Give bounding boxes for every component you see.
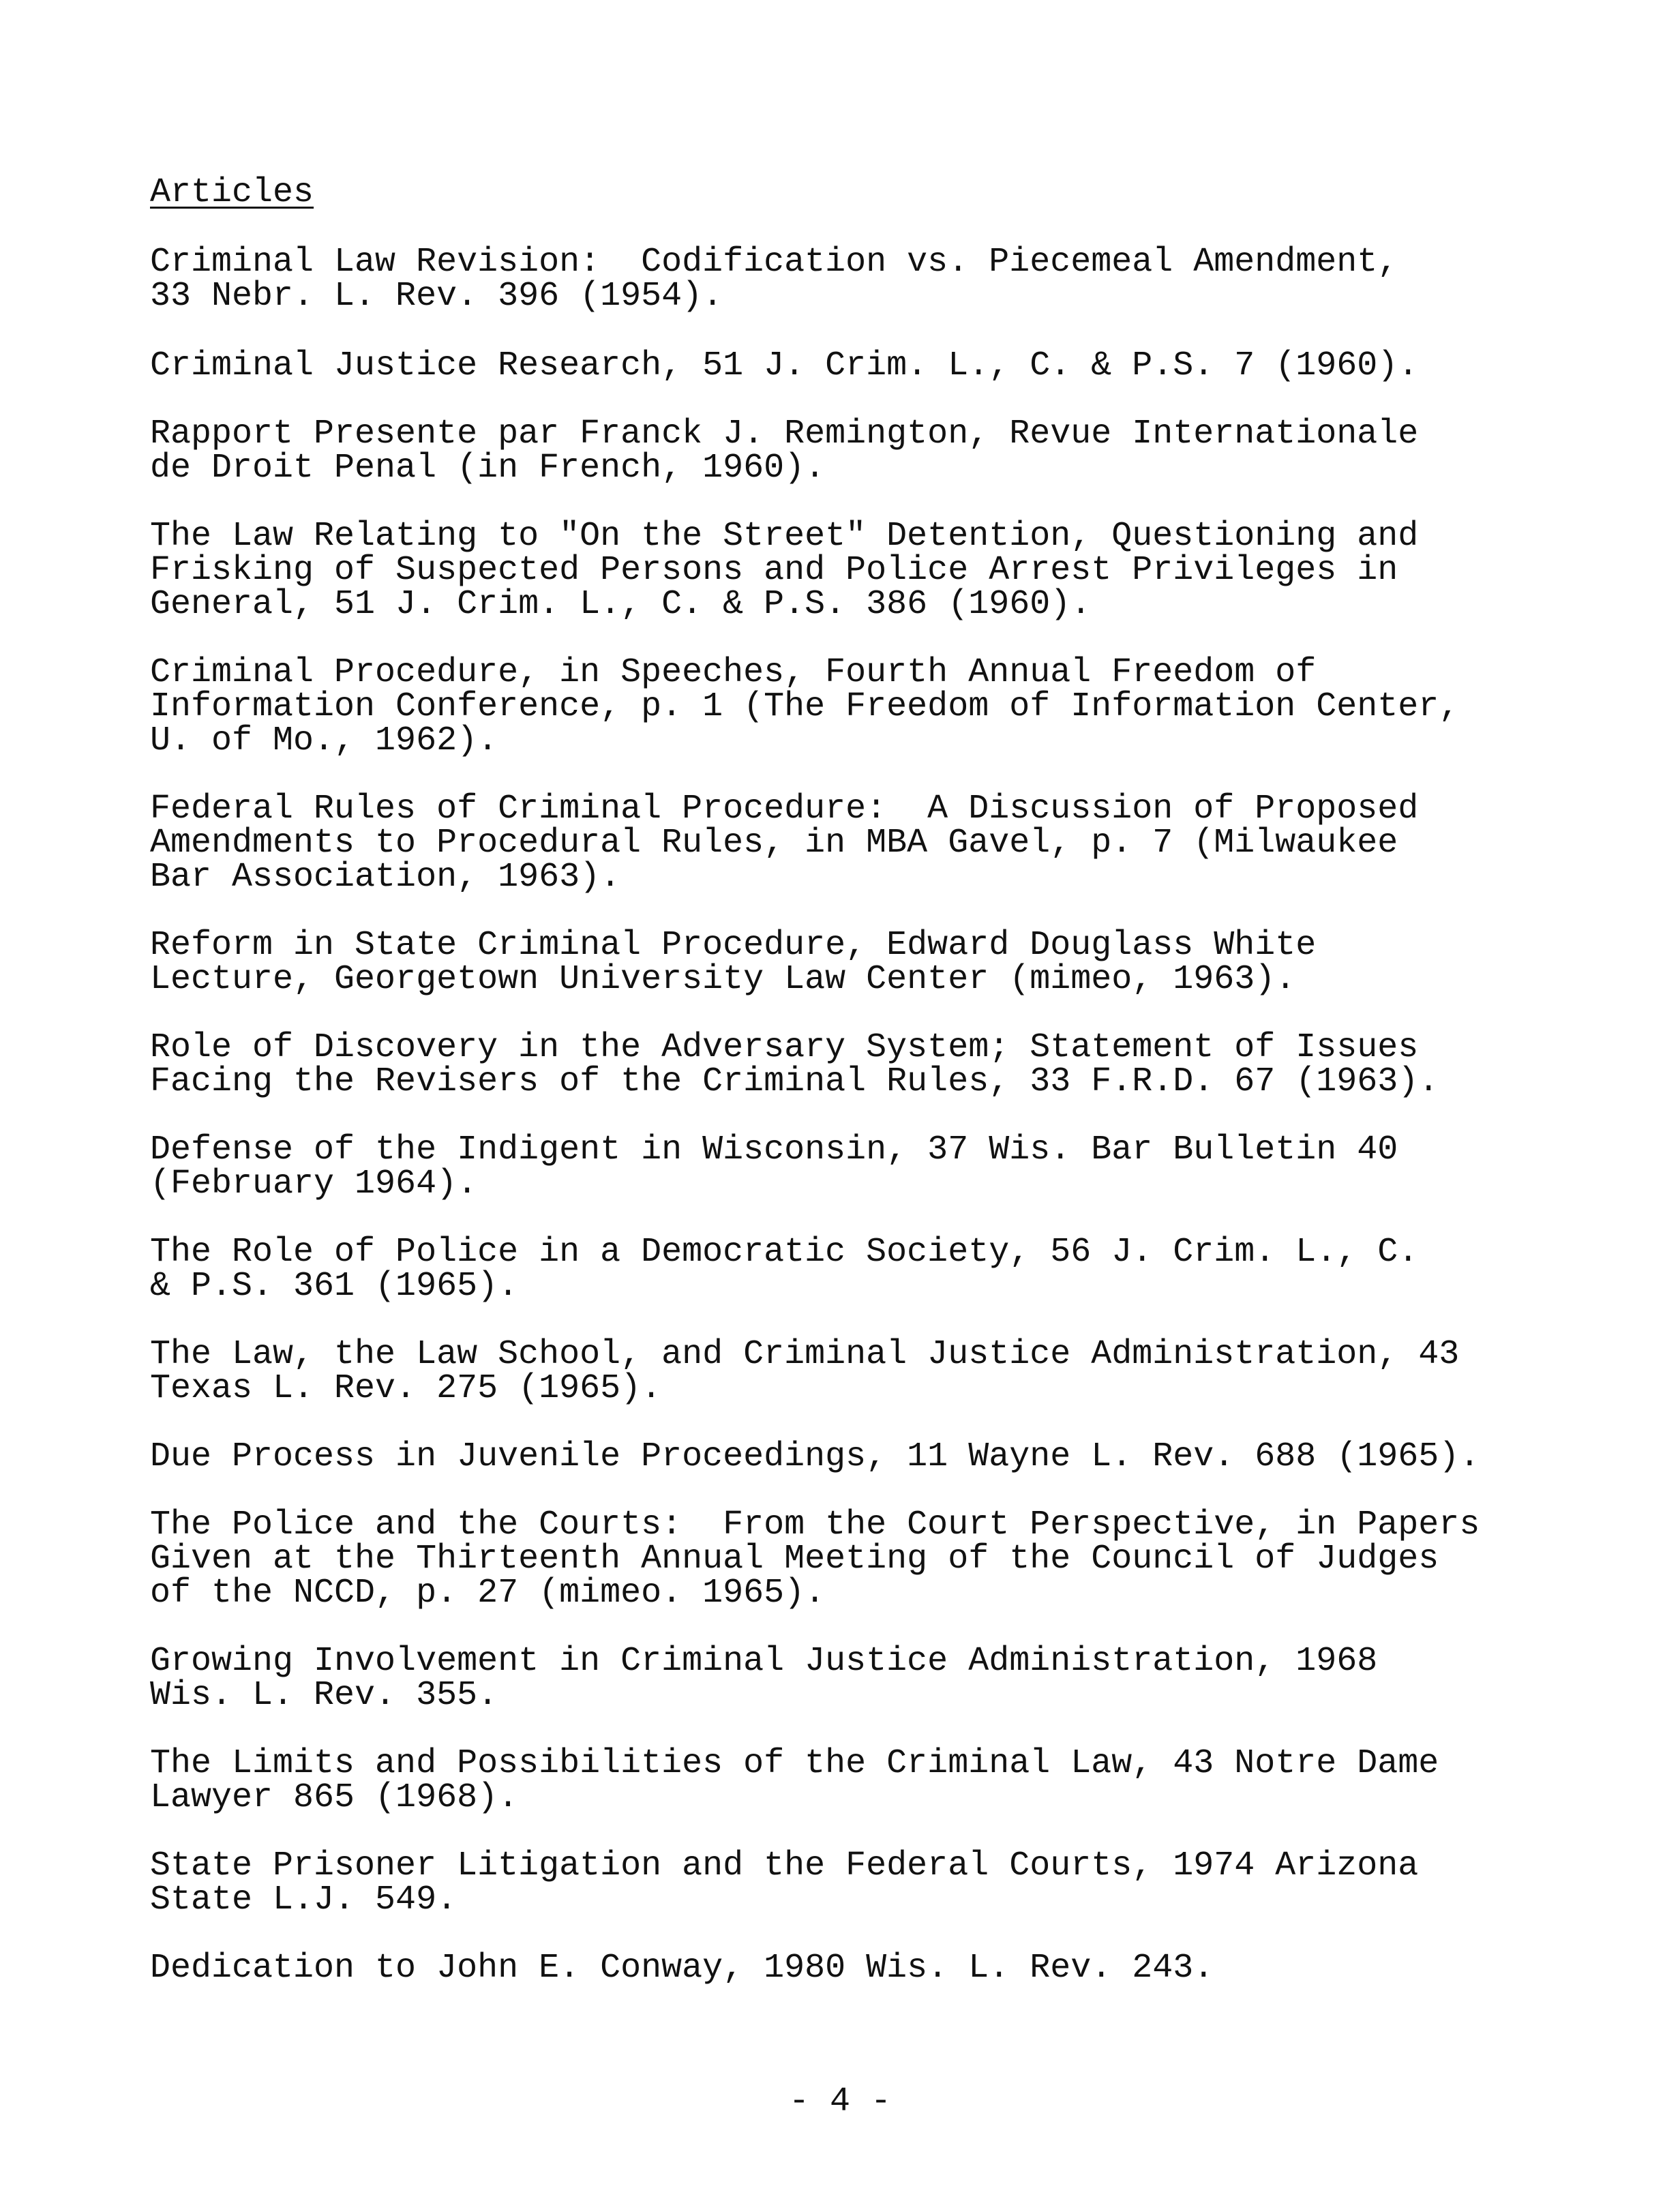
- citation-line: de Droit Penal (in French, 1960).: [150, 449, 826, 488]
- article-citation: [150, 1642, 1378, 1715]
- article-citation: [150, 1437, 1480, 1476]
- citation-line: U. of Mo., 1962).: [150, 721, 498, 760]
- citation-line: Facing the Revisers of the Criminal Rules, 33 F.R.D. 67 (1963).: [150, 1062, 1439, 1101]
- citation-line: (February 1964).: [150, 1165, 478, 1203]
- citation-line: Frisking of Suspected Persons and Police Arrest Privileges in: [150, 551, 1398, 590]
- section-heading-articles: Articles: [150, 173, 314, 212]
- citation-line: Criminal Justice Research, 51 J. Crim. L., C. & P.S. 7 (1960).: [150, 346, 1419, 385]
- article-citation: [150, 1335, 1460, 1408]
- article-citation: [150, 1951, 1214, 1986]
- article-citation: [150, 1744, 1439, 1817]
- citation-line: The Law, the Law School, and Criminal Justice Administration, 43: [150, 1335, 1460, 1374]
- citation-line: Texas L. Rev. 275 (1965).: [150, 1369, 662, 1408]
- citation-line: Bar Association, 1963).: [150, 858, 621, 897]
- citation-line: Dedication to John E. Conway, 1980 Wis. L. Rev. 243.: [150, 1949, 1214, 1988]
- citation-line: Information Conference, p. 1 (The Freedom of Information Center,: [150, 687, 1460, 726]
- citation-line: State Prisoner Litigation and the Federal Courts, 1974 Arizona: [150, 1846, 1419, 1885]
- citation-line: Criminal Procedure, in Speeches, Fourth Annual Freedom of: [150, 653, 1317, 692]
- citation-line: Lecture, Georgetown University Law Center (mimeo, 1963).: [150, 960, 1296, 999]
- citation-line: Federal Rules of Criminal Procedure: A Discussion of Proposed: [150, 790, 1419, 828]
- citation-line: 33 Nebr. L. Rev. 396 (1954).: [150, 277, 723, 316]
- citation-line: The Limits and Possibilities of the Criminal Law, 43 Notre Dame: [150, 1744, 1439, 1783]
- citation-line: Defense of the Indigent in Wisconsin, 37 Wis. Bar Bulletin 40: [150, 1131, 1398, 1169]
- article-citation: [150, 653, 1460, 760]
- article-citation: [150, 1028, 1439, 1101]
- citation-line: Due Process in Juvenile Proceedings, 11 Wayne L. Rev. 688 (1965).: [150, 1437, 1480, 1476]
- article-citation: [150, 245, 1398, 314]
- citation-line: Given at the Thirteenth Annual Meeting of the Council of Judges: [150, 1540, 1439, 1578]
- citation-line: The Role of Police in a Democratic Society, 56 J. Crim. L., C.: [150, 1233, 1419, 1272]
- citation-line: & P.S. 361 (1965).: [150, 1267, 519, 1306]
- page-number: - 4 -: [788, 2082, 892, 2121]
- citation-line: The Police and the Courts: From the Court Perspective, in Papers: [150, 1506, 1480, 1544]
- article-citation: [150, 1508, 1480, 1611]
- citation-line: Rapport Presente par Franck J. Remington, Revue Internationale: [150, 415, 1419, 453]
- citation-line: Lawyer 865 (1968).: [150, 1778, 519, 1817]
- citation-line: Role of Discovery in the Adversary System; Statement of Issues: [150, 1028, 1419, 1067]
- article-citation: [150, 1233, 1419, 1306]
- article-citation: [150, 346, 1419, 385]
- citation-line: Growing Involvement in Criminal Justice Administration, 1968: [150, 1642, 1378, 1681]
- article-citation: [150, 415, 1419, 488]
- citation-line: Wis. L. Rev. 355.: [150, 1676, 498, 1715]
- citation-line: Reform in State Criminal Procedure, Edward Douglass White: [150, 926, 1317, 965]
- citation-line: of the NCCD, p. 27 (mimeo. 1965).: [150, 1574, 826, 1613]
- citation-line: Criminal Law Revision: Codification vs. Piecemeal Amendment,: [150, 243, 1398, 282]
- article-citation: [150, 792, 1418, 895]
- article-citation: [150, 926, 1317, 999]
- citation-line: Amendments to Procedural Rules, in MBA Gavel, p. 7 (Milwaukee: [150, 824, 1398, 863]
- article-citation: [150, 1133, 1398, 1201]
- article-citation: [150, 1846, 1419, 1919]
- citation-line: General, 51 J. Crim. L., C. & P.S. 386 (1960).: [150, 585, 1092, 624]
- article-citation: [150, 517, 1419, 624]
- citation-line: The Law Relating to "On the Street" Detention, Questioning and: [150, 517, 1419, 556]
- citation-line: State L.J. 549.: [150, 1881, 457, 1919]
